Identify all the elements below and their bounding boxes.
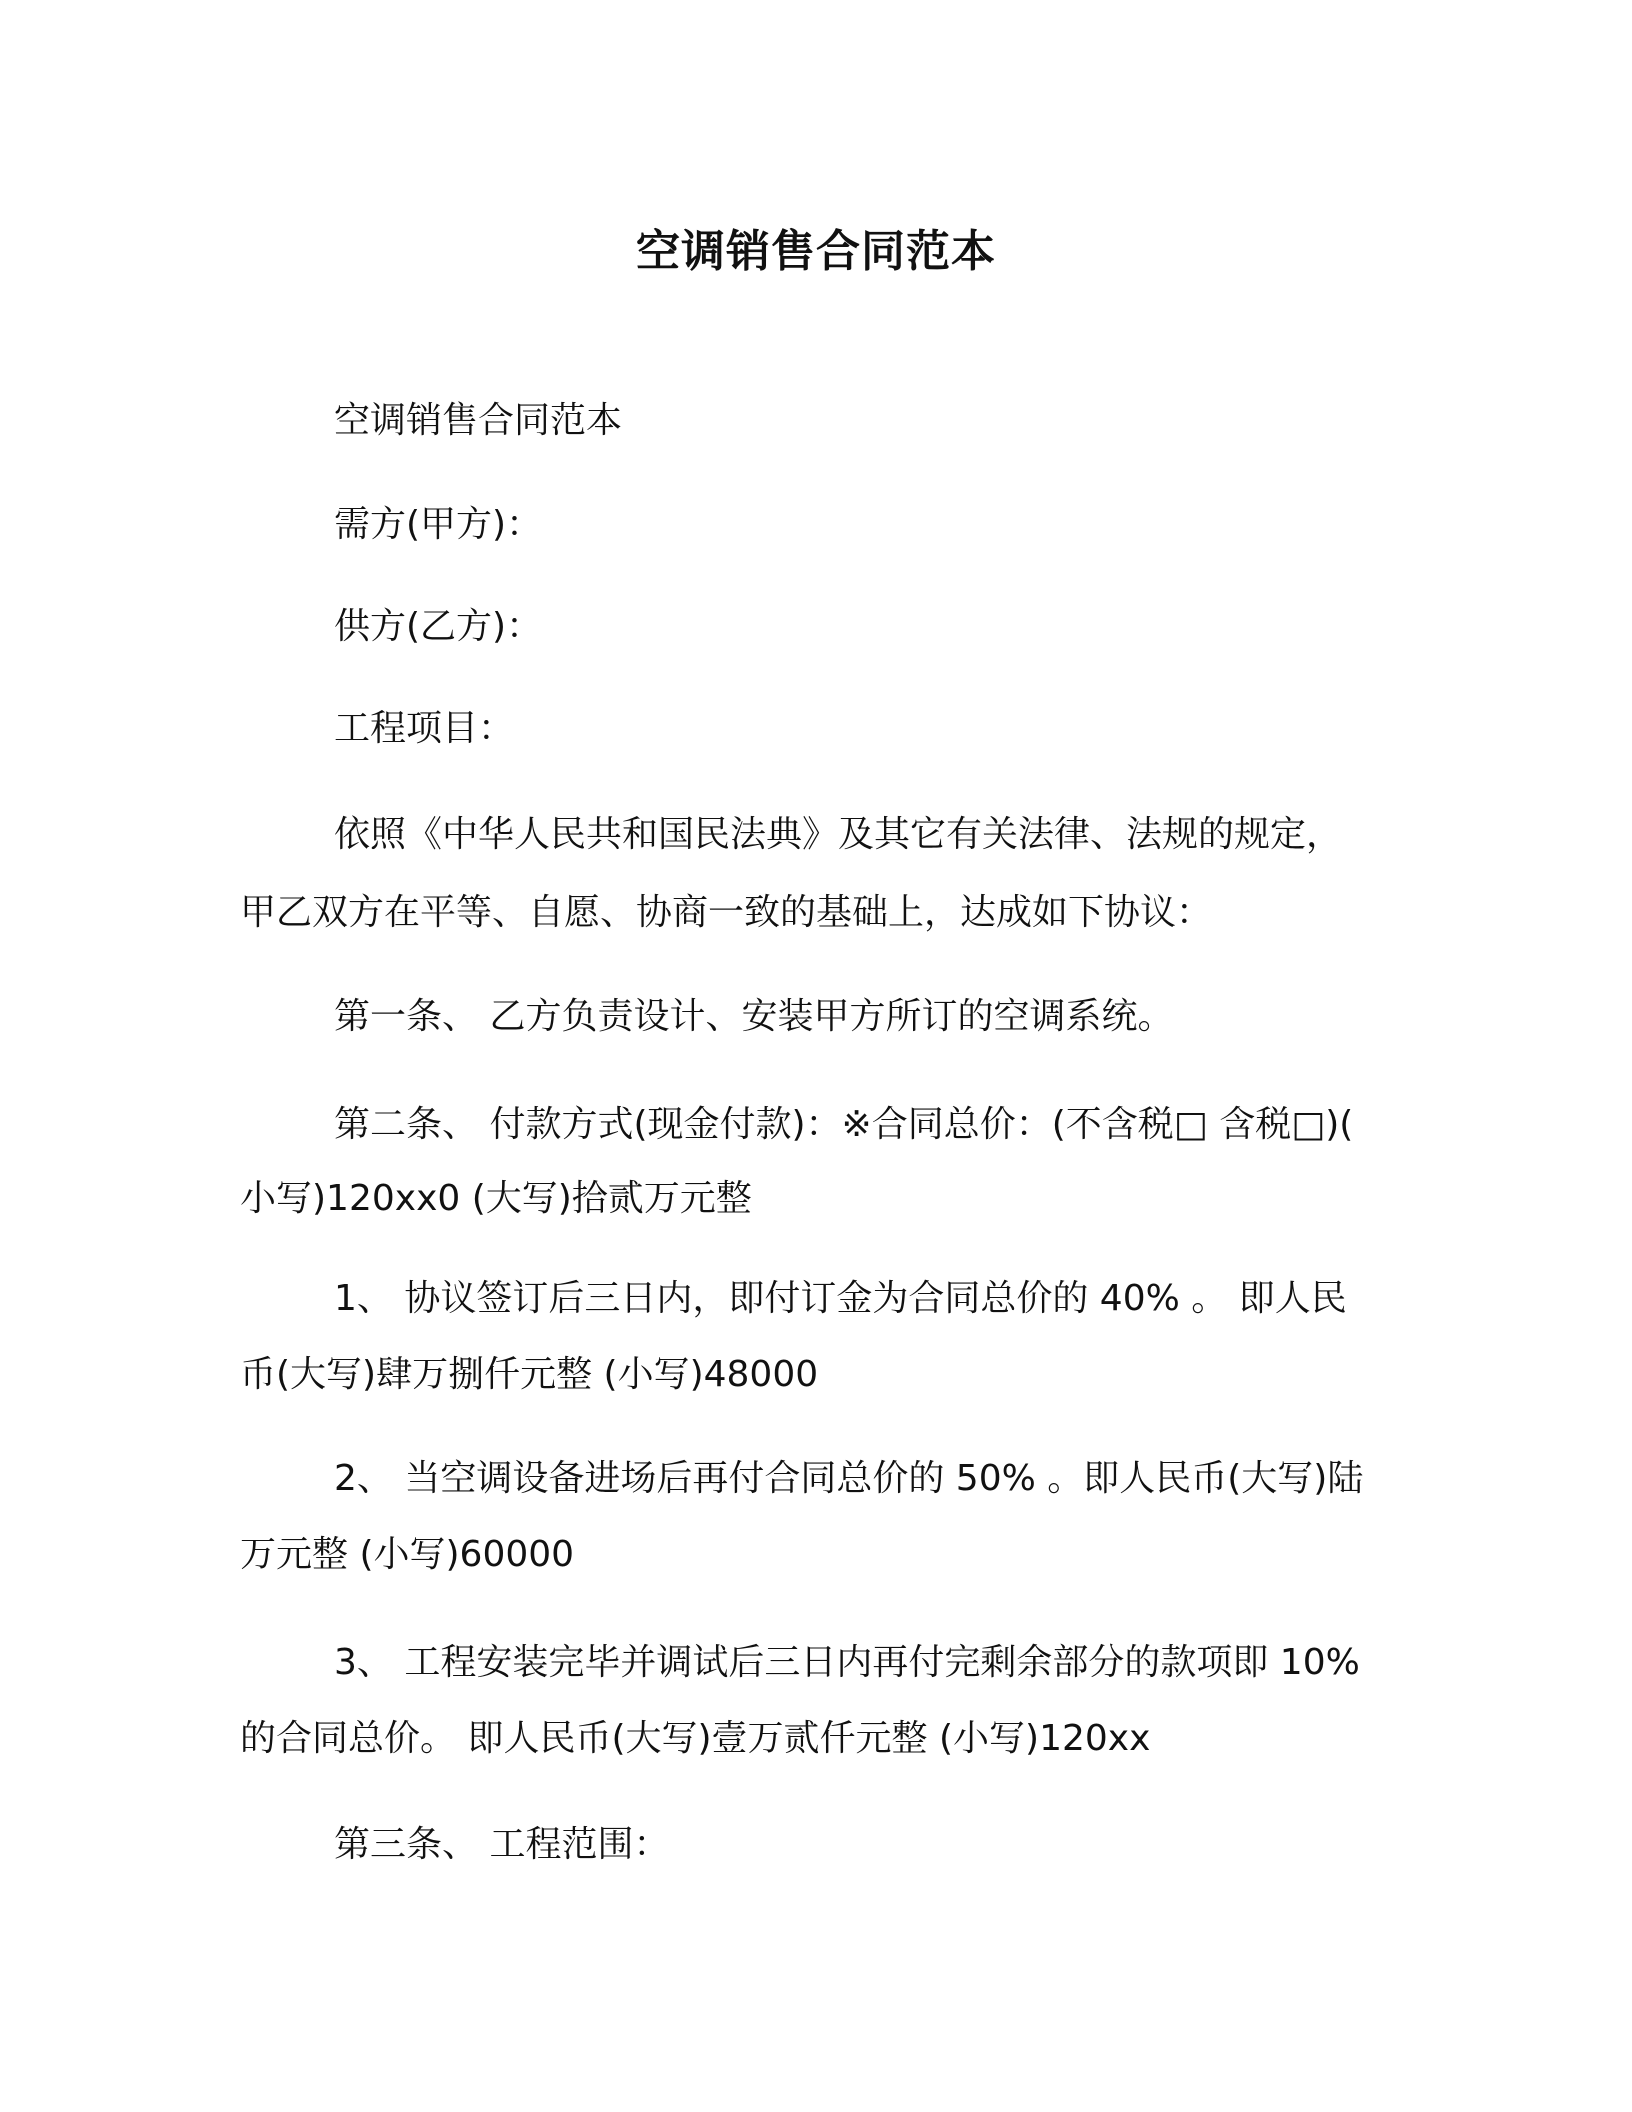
article-3: 第三条、 工程范围： [334,1824,670,1865]
paragraph-subtitle: 空调销售合同范本 [334,400,623,441]
article-1: 第一条、 乙方负责设计、安装甲方所订的空调系统。 [334,996,1174,1037]
payment-3-line2: 的合同总价。 即人民币(大写)壹万贰仟元整 (小写)120xx [240,1718,1151,1759]
paragraph-project: 工程项目： [334,708,515,749]
paragraph-basis-line2: 甲乙双方在平等、自愿、协商一致的基础上，达成如下协议： [240,892,1213,933]
payment-2-line2: 万元整 (小写)60000 [240,1534,575,1575]
payment-1-line1: 1、 协议签订后三日内，即付订金为合同总价的 40% 。 即人民 [334,1278,1347,1319]
article-2-line1: 第二条、 付款方式(现金付款)：※合同总价：(不含税□ 含税□)( [334,1104,1354,1145]
paragraph-supplier: 供方(乙方)： [334,606,543,647]
payment-3-line1: 3、 工程安装完毕并调试后三日内再付完剩余部分的款项即 10% [334,1642,1360,1683]
payment-2-line1: 2、 当空调设备进场后再付合同总价的 50% 。即人民币(大写)陆 [334,1458,1364,1499]
article-2-line2: 小写)120xx0 (大写)拾贰万元整 [240,1178,752,1219]
paragraph-basis-line1: 依照《中华人民共和国民法典》及其它有关法律、法规的规定， [334,814,1343,855]
document-title: 空调销售合同范本 [636,226,996,277]
paragraph-buyer: 需方(甲方)： [334,504,543,545]
payment-1-line2: 币(大写)肆万捌仟元整 (小写)48000 [240,1354,819,1395]
